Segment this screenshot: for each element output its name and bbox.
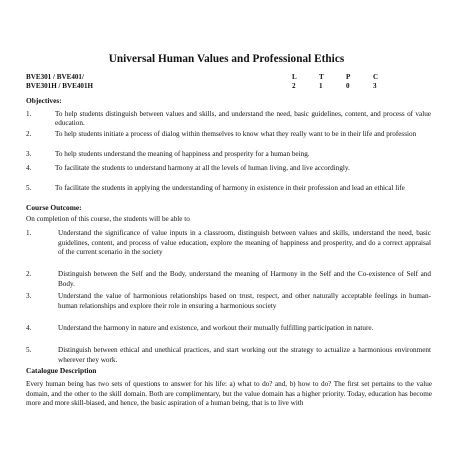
objective-text: To facilitate the students in applying the understanding of harmony in existence in their profession and lead an ethical life [55, 184, 405, 192]
outcome-number: 4. [26, 324, 32, 332]
objective-number: 5. [26, 184, 32, 192]
ltpc-value-t: 1 [319, 82, 323, 90]
objective-number: 2. [26, 130, 32, 138]
objective-number: 1. [26, 110, 32, 118]
ltpc-header-l: L [292, 73, 297, 81]
outcome-text: Distinguish between the Self and the Body, understand the meaning of Harmony in the Self and the Co-existence of Self and Body. [58, 270, 431, 288]
objective-text: To facilitate the students to understand harmony at all the levels of human living, and live accordingly. [55, 164, 350, 172]
ltpc-header-p: P [346, 73, 351, 81]
ltpc-value-l: 2 [292, 82, 296, 90]
outcome-text: Understand the value of harmonious relationships based on trust, respect, and other naturally acceptable feelings in human-human relationships and explore their role in ensuring a harmonious society [58, 292, 431, 310]
ltpc-header-c: C [373, 73, 379, 81]
objective-text: To help students initiate a process of dialog within themselves to know what they really want to be in their life and profession [55, 130, 417, 138]
course-code-line-2: BVE301H / BVE401H [26, 82, 94, 90]
outcome-number: 5. [26, 346, 32, 354]
catalogue-description-text: Every human being has two sets of questions to answer for his life: a) what to do? and, b) how to do? The first set pertains to the value domain, and the other to the skill domain. Both are complimentary, but the value domain has a higher priority. Today, education has become more and more skill-biased, and hence, the basic aspiration of a human being, that is to live with [26, 380, 432, 408]
outcome-text: Understand the harmony in nature and existence, and workout their mutually fulfilling participation in nature. [58, 324, 374, 332]
ltpc-value-c: 3 [373, 82, 377, 90]
course-outcome-heading: Course Outcome: [26, 203, 82, 212]
objective-number: 3. [26, 150, 32, 158]
outcome-number: 3. [26, 292, 32, 300]
course-outcome-intro: On completion of this course, the students will be able to [26, 215, 190, 223]
outcome-text: Distinguish between ethical and unethical practices, and start working out the strategy to actualize a harmonious environment wherever they work. [58, 346, 431, 364]
objective-text: To help students understand the meaning of happiness and prosperity for a human being. [55, 150, 310, 158]
objective-text: To help students distinguish between values and skills, and understand the need, basic guidelines, content, and process of value education. [55, 110, 431, 128]
document-title: Universal Human Values and Professional Ethics [108, 53, 345, 65]
ltpc-header-t: T [319, 73, 324, 81]
catalogue-description-heading: Catalogue Description [26, 366, 97, 375]
objective-number: 4. [26, 164, 32, 172]
ltpc-value-p: 0 [346, 82, 350, 90]
objectives-heading: Objectives: [26, 96, 62, 105]
outcome-number: 1. [26, 229, 32, 237]
course-code-line-1: BVE301 / BVE401/ [26, 73, 84, 81]
outcome-text: Understand the significance of value inputs in a classroom, distinguish between values and skills, understand the need, basic guidelines, content, and process of value education, explore the meaning of happiness and prosperity, and do a correct appraisal of the current scenario in the society [58, 229, 431, 257]
outcome-number: 2. [26, 270, 32, 278]
